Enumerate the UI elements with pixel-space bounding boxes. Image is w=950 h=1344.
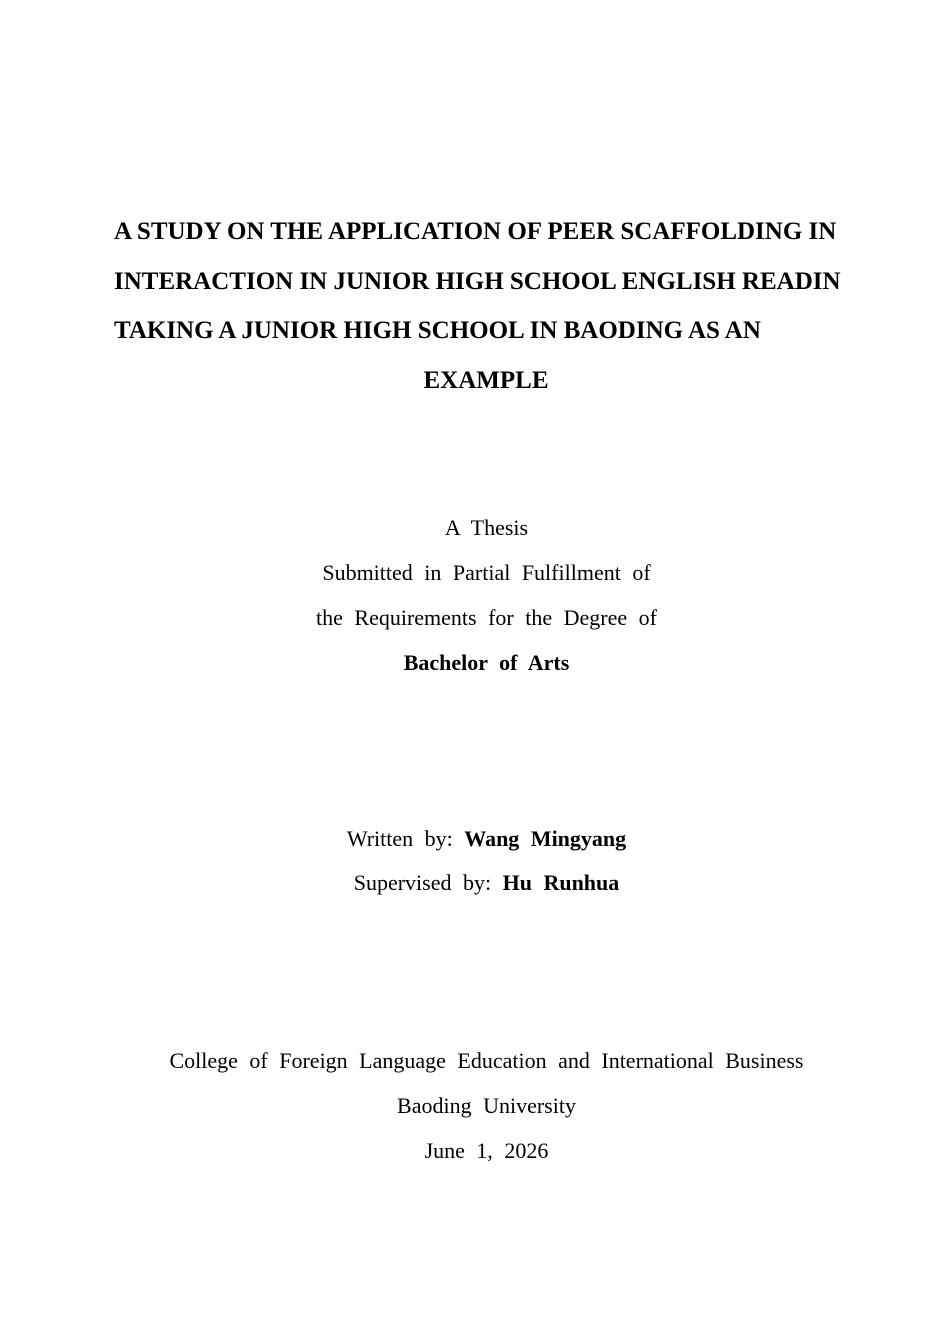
supervised-by-label: Supervised by: (353, 870, 492, 895)
title-line-1: A STUDY ON THE APPLICATION OF PEER SCAFFOLDING IN (114, 218, 837, 245)
submission-date: June 1, 2026 (424, 1138, 549, 1163)
degree-name: Bachelor of Arts (403, 650, 570, 675)
supervisor-name: Hu Runhua (502, 870, 620, 895)
title-line-4: EXAMPLE (423, 366, 549, 394)
supervised-by-line (0, 861, 950, 905)
title-line-2: INTERACTION IN JUNIOR HIGH SCHOOL ENGLISH READIN (114, 267, 841, 295)
thesis-line-2: Submitted in Partial Fulfillment of (322, 560, 651, 585)
title-line-3: TAKING A JUNIOR HIGH SCHOOL IN BAODING AS AN (114, 317, 761, 344)
thesis-line-1: A Thesis (444, 515, 529, 540)
author-name: Wang Mingyang (464, 826, 627, 851)
college-name: College of Foreign Language Education and International Business (169, 1048, 804, 1073)
author-info (0, 817, 950, 905)
university-name: Baoding University (397, 1093, 576, 1118)
written-by-label: Written by: (346, 826, 453, 851)
written-by-line (0, 817, 950, 861)
institution-info (0, 1038, 950, 1173)
thesis-line-3: the Requirements for the Degree of (316, 605, 657, 630)
thesis-title (114, 207, 950, 405)
thesis-statement (0, 505, 950, 685)
